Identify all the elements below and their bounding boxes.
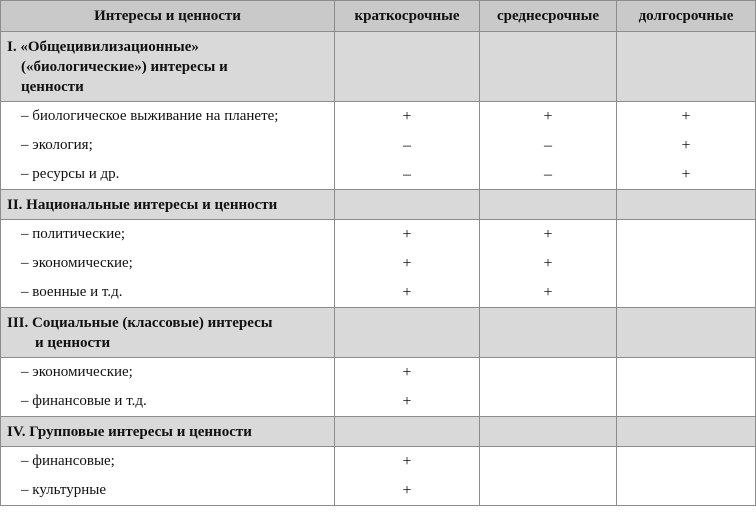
row-label: – биологическое выживание на планете; xyxy=(1,102,335,132)
section-title-line: ценности xyxy=(21,79,84,95)
row-label: – культурные xyxy=(1,476,335,506)
table-row xyxy=(1,220,756,250)
table-row xyxy=(1,476,756,506)
short-term-mark: + xyxy=(335,278,480,308)
short-term-mark: – xyxy=(335,160,480,190)
row-label: – экономические; xyxy=(1,358,335,388)
short-term-mark: + xyxy=(335,358,480,388)
section-title-line: («биологические») интересы и xyxy=(21,59,228,75)
short-term-mark: + xyxy=(335,476,480,506)
mid-term-mark: + xyxy=(480,278,617,308)
row-label: – экология; xyxy=(1,131,335,160)
section-title xyxy=(1,190,335,220)
row-label: – финансовые и т.д. xyxy=(1,387,335,417)
row-label: – военные и т.д. xyxy=(1,278,335,308)
section-title-line: IV. Групповые интересы и ценности xyxy=(7,424,252,440)
header-row xyxy=(1,1,756,32)
short-term-mark: + xyxy=(335,102,480,132)
section-title xyxy=(1,308,335,358)
mid-term-mark: + xyxy=(480,220,617,250)
short-term-mark: + xyxy=(335,447,480,477)
section-row xyxy=(1,308,756,358)
row-label: – финансовые; xyxy=(1,447,335,477)
mid-term-mark: + xyxy=(480,249,617,278)
section-title xyxy=(1,32,335,102)
long-term-mark xyxy=(617,249,756,278)
long-term-mark xyxy=(617,220,756,250)
section-row xyxy=(1,190,756,220)
section-title xyxy=(1,417,335,447)
long-term-mark xyxy=(617,358,756,388)
table-row xyxy=(1,278,756,308)
table-row xyxy=(1,249,756,278)
short-term-mark: + xyxy=(335,387,480,417)
long-term-mark: + xyxy=(617,160,756,190)
table-row xyxy=(1,160,756,190)
header-interests: Интересы и ценности xyxy=(1,1,335,32)
mid-term-mark xyxy=(480,358,617,388)
mid-term-mark: + xyxy=(480,102,617,132)
row-label: – ресурсы и др. xyxy=(1,160,335,190)
mid-term-mark xyxy=(480,476,617,506)
mid-term-mark xyxy=(480,387,617,417)
long-term-mark xyxy=(617,387,756,417)
section-row xyxy=(1,417,756,447)
short-term-mark: + xyxy=(335,220,480,250)
table-row xyxy=(1,447,756,477)
mid-term-mark: – xyxy=(480,131,617,160)
long-term-mark: + xyxy=(617,102,756,132)
table-row xyxy=(1,131,756,160)
section-title-line: и ценности xyxy=(35,335,111,351)
long-term-mark: + xyxy=(617,131,756,160)
header-long-term: долгосрочные xyxy=(617,1,756,32)
long-term-mark xyxy=(617,447,756,477)
long-term-mark xyxy=(617,278,756,308)
long-term-mark xyxy=(617,476,756,506)
mid-term-mark xyxy=(480,447,617,477)
header-mid-term: среднесрочные xyxy=(480,1,617,32)
section-title-line: III. Социальные (классовые) интересы xyxy=(7,315,273,331)
table-row xyxy=(1,102,756,132)
header-short-term: краткосрочные xyxy=(335,1,480,32)
row-label: – экономические; xyxy=(1,249,335,278)
table-row xyxy=(1,387,756,417)
short-term-mark: + xyxy=(335,249,480,278)
section-row xyxy=(1,32,756,102)
section-title-line: II. Национальные интересы и ценности xyxy=(7,197,278,213)
section-title-line: I. «Общецивилизационные» xyxy=(7,39,199,55)
short-term-mark: – xyxy=(335,131,480,160)
row-label: – политические; xyxy=(1,220,335,250)
table-row xyxy=(1,358,756,388)
mid-term-mark: – xyxy=(480,160,617,190)
